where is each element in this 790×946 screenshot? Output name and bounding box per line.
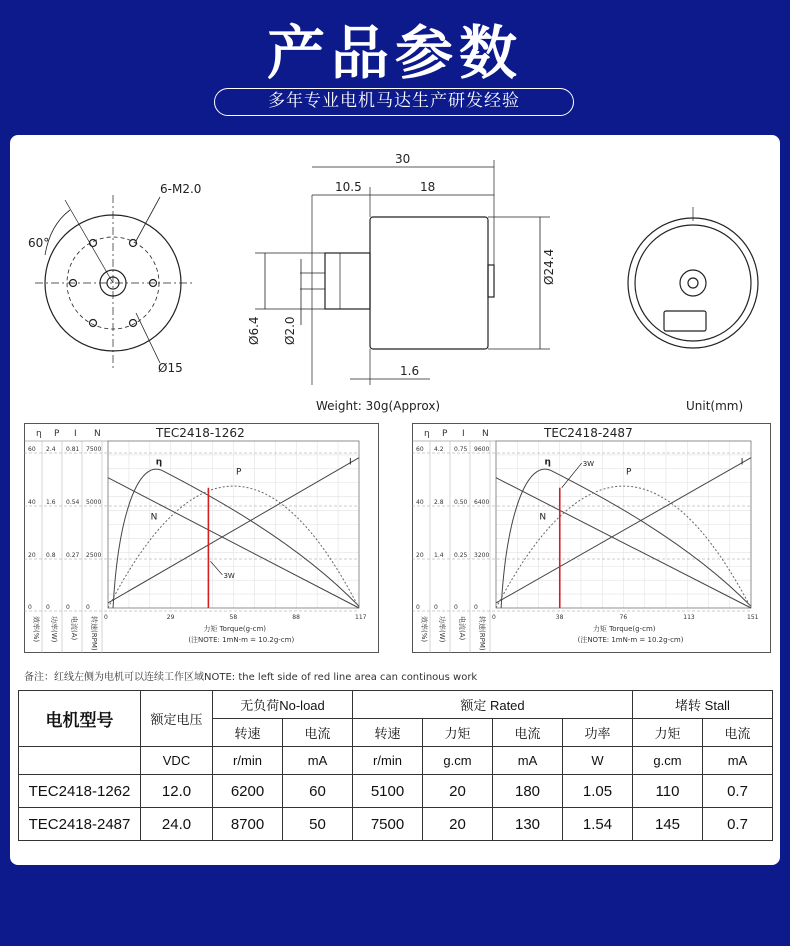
page-title: 产品参数 <box>266 19 523 87</box>
axis-label-2: 电流(A) <box>458 616 466 641</box>
sub-header: 功率 <box>563 719 633 747</box>
stall-header: 堵转 Stall <box>633 691 773 719</box>
col-header-2: I <box>462 429 465 439</box>
chart-title: TEC2418-1262 <box>156 426 245 440</box>
axis-value: 60 <box>28 446 36 453</box>
axis-value: 5000 <box>86 499 102 506</box>
axis-value: 0 <box>46 604 50 611</box>
dim-boss-diameter: Ø6.4 <box>247 316 261 345</box>
sub-header: 电流 <box>703 719 773 747</box>
technical-drawing <box>10 135 780 425</box>
eff-label: η <box>155 457 163 468</box>
dim-shaft-diameter: Ø2.0 <box>283 316 297 345</box>
dim-body-diameter: Ø24.4 <box>542 248 556 285</box>
table-cell: 7500 <box>353 808 423 841</box>
table-cell: 0.7 <box>703 808 773 841</box>
unit-cell: VDC <box>141 747 213 775</box>
axis-value: 0 <box>474 604 478 611</box>
axis-value: 0.81 <box>66 446 80 453</box>
axis-value: 6400 <box>474 499 490 506</box>
unit-cell: mA <box>493 747 563 775</box>
axis-value: 0.27 <box>66 552 80 559</box>
axis-value: 0 <box>434 604 438 611</box>
table-cell: 20 <box>423 775 493 808</box>
axis-value: 0.25 <box>454 552 468 559</box>
axis-value: 2500 <box>86 552 102 559</box>
axis-value: 9600 <box>474 446 490 453</box>
axis-value: 0 <box>454 604 458 611</box>
axis-label-2: 电流(A) <box>70 616 78 641</box>
current-label: I <box>740 457 744 468</box>
table-cell: 60 <box>283 775 353 808</box>
eff-label: η <box>544 457 551 468</box>
table-cell: 12.0 <box>141 775 213 808</box>
watt-label: 3W <box>582 460 595 469</box>
dim-pcd: Ø15 <box>158 361 183 375</box>
axis-value: 0.54 <box>66 499 80 506</box>
axis-label-3: 转速(RPM) <box>478 616 486 651</box>
unit-cell: r/min <box>213 747 283 775</box>
x-tick-label: 29 <box>166 614 175 621</box>
unit-cell: g.cm <box>633 747 703 775</box>
table-cell: 8700 <box>213 808 283 841</box>
x-axis-footnote: (注NOTE: 1mN-m = 10.2g-cm) <box>188 636 295 644</box>
dim-overall-length: 30 <box>395 152 411 166</box>
current-label: I <box>348 457 352 468</box>
power-label: P <box>236 467 242 478</box>
axis-value: 4.2 <box>434 446 444 453</box>
x-tick-label: 0 <box>492 614 496 621</box>
unit-cell: r/min <box>353 747 423 775</box>
unit-cell: W <box>563 747 633 775</box>
model-header: 电机型号 <box>19 691 141 747</box>
col-header-1: P <box>442 429 448 439</box>
axis-value: 40 <box>416 499 424 506</box>
dim-angle: 60° <box>28 236 50 250</box>
table-cell: 20 <box>423 808 493 841</box>
col-header-3: N <box>94 429 101 439</box>
axis-value: 0.8 <box>46 552 56 559</box>
col-header-0: η <box>424 429 430 439</box>
col-header-1: P <box>54 429 60 439</box>
axis-value: 2.8 <box>434 499 444 506</box>
unit-label: Unit(mm) <box>686 399 744 413</box>
weight-label: Weight: 30g(Approx) <box>316 399 441 413</box>
axis-value: 0 <box>28 604 32 611</box>
unit-cell: mA <box>703 747 773 775</box>
note-text: 备注：红线左侧为电机可以连续工作区域NOTE: the left side of red line area can continous work <box>24 672 478 683</box>
sub-header: 电流 <box>283 719 353 747</box>
col-header-2: I <box>74 429 77 439</box>
watt-label: 3W <box>223 571 235 580</box>
axis-label-3: 转速(RPM) <box>90 616 98 651</box>
x-tick-label: 117 <box>355 614 367 621</box>
table-cell: 24.0 <box>141 808 213 841</box>
axis-value: 60 <box>416 446 424 453</box>
power-label: P <box>626 467 632 478</box>
speed-label: N <box>539 512 547 523</box>
table-cell: 1.54 <box>563 808 633 841</box>
axis-value: 0 <box>416 604 420 611</box>
x-tick-label: 0 <box>104 614 108 621</box>
axis-value: 2.4 <box>46 446 56 453</box>
voltage-header: 额定电压 <box>141 691 213 747</box>
table-cell: 0.7 <box>703 775 773 808</box>
axis-value: 40 <box>28 499 36 506</box>
axis-value: 20 <box>416 552 424 559</box>
table-row <box>19 775 773 808</box>
sub-header: 电流 <box>493 719 563 747</box>
x-axis-footnote: (注NOTE: 1mN-m = 10.2g-cm) <box>577 636 684 644</box>
x-tick-label: 88 <box>292 614 300 621</box>
sub-header: 转速 <box>353 719 423 747</box>
table-cell: 145 <box>633 808 703 841</box>
table-cell: 110 <box>633 775 703 808</box>
table-row <box>19 808 773 841</box>
sub-header: 转速 <box>213 719 283 747</box>
unit-cell: mA <box>283 747 353 775</box>
axis-label-0: 效率(%) <box>420 616 428 643</box>
sub-header: 力矩 <box>633 719 703 747</box>
dim-boss-length: 1.6 <box>400 364 420 378</box>
chart-title: TEC2418-2487 <box>544 426 633 440</box>
axis-value: 0 <box>66 604 70 611</box>
axis-label-1: 功率(W) <box>438 616 446 643</box>
model-cell: TEC2418-2487 <box>19 808 141 841</box>
x-tick-label: 38 <box>555 614 564 621</box>
axis-label-1: 功率(W) <box>50 616 58 643</box>
x-axis-label: 力矩 Torque(g-cm) <box>203 625 267 633</box>
x-tick-label: 113 <box>683 614 695 621</box>
sub-header: 力矩 <box>423 719 493 747</box>
x-tick-label: 58 <box>229 614 238 621</box>
x-axis-label: 力矩 Torque(g-cm) <box>592 625 656 633</box>
axis-value: 1.4 <box>434 552 444 559</box>
axis-value: 3200 <box>474 552 490 559</box>
model-cell: TEC2418-1262 <box>19 775 141 808</box>
col-header-3: N <box>482 429 489 439</box>
axis-value: 7500 <box>86 446 102 453</box>
table-cell: 130 <box>493 808 563 841</box>
hero-banner <box>0 0 790 135</box>
table-cell: 5100 <box>353 775 423 808</box>
chart-tec2418-1262 <box>24 423 379 653</box>
table-cell: 6200 <box>213 775 283 808</box>
table-cell: 180 <box>493 775 563 808</box>
dim-body-length: 18 <box>420 180 436 194</box>
x-tick-label: 151 <box>747 614 759 621</box>
axis-label-0: 效率(%) <box>32 616 40 643</box>
table-cell: 1.05 <box>563 775 633 808</box>
chart-tec2418-2487 <box>412 423 771 653</box>
axis-value: 20 <box>28 552 36 559</box>
col-header-0: η <box>36 429 42 439</box>
unit-cell: g.cm <box>423 747 493 775</box>
page-subtitle: 多年专业电机马达生产研发经验 <box>214 88 574 116</box>
dim-screw-holes: 6-M2.0 <box>160 182 202 196</box>
spec-table <box>18 690 773 841</box>
speed-label: N <box>150 512 158 523</box>
x-tick-label: 76 <box>619 614 628 621</box>
axis-value: 0 <box>86 604 90 611</box>
axis-value: 1.6 <box>46 499 56 506</box>
unit-cell <box>19 747 141 775</box>
dim-shaft-length: 10.5 <box>335 180 362 194</box>
table-cell: 50 <box>283 808 353 841</box>
rated-header: 额定 Rated <box>353 691 633 719</box>
noload-header: 无负荷No-load <box>213 691 353 719</box>
spec-card <box>10 135 780 865</box>
axis-value: 0.75 <box>454 446 468 453</box>
axis-value: 0.50 <box>454 499 468 506</box>
